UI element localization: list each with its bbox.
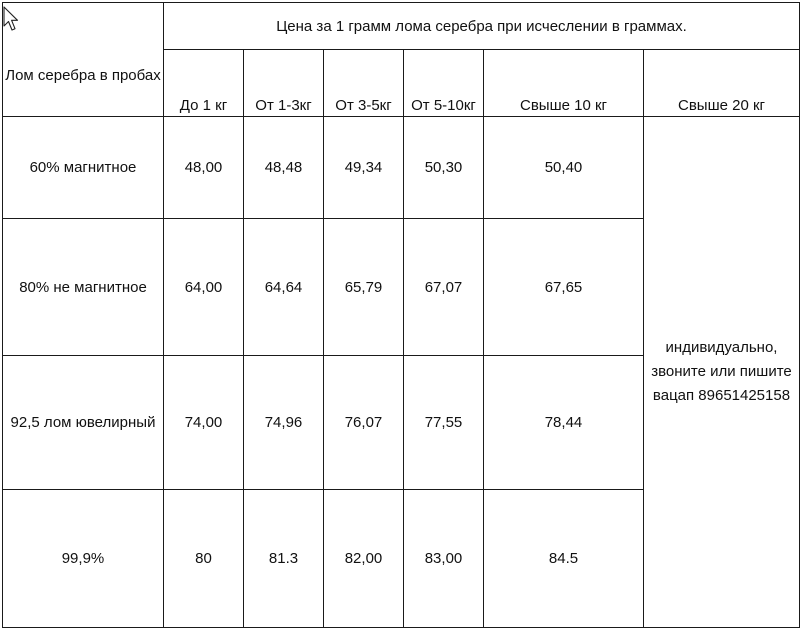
corner-header: Лом серебра в пробах — [3, 3, 164, 117]
price-cell: 64,00 — [164, 219, 244, 356]
price-cell: 50,40 — [484, 117, 644, 219]
row-label: 92,5 лом ювелирный — [3, 356, 164, 490]
price-cell: 48,48 — [244, 117, 324, 219]
column-header: До 1 кг — [164, 50, 244, 117]
price-cell: 83,00 — [404, 490, 484, 628]
price-cell: 50,30 — [404, 117, 484, 219]
price-cell: 84.5 — [484, 490, 644, 628]
mouse-pointer-icon — [3, 6, 19, 32]
table-row — [3, 117, 800, 219]
column-header: От 5-10кг — [404, 50, 484, 117]
column-header: Свыше 10 кг — [484, 50, 644, 117]
group-header: Цена за 1 грамм лома серебра при исчеслении в граммах. — [164, 3, 800, 50]
individual-price-note: индивидуально, звоните или пишите вацап 89651425158 — [644, 117, 800, 628]
price-cell: 82,00 — [324, 490, 404, 628]
price-cell: 80 — [164, 490, 244, 628]
price-cell: 78,44 — [484, 356, 644, 490]
row-label: 60% магнитное — [3, 117, 164, 219]
price-cell: 48,00 — [164, 117, 244, 219]
silver-scrap-price-table — [2, 2, 800, 628]
price-cell: 67,65 — [484, 219, 644, 356]
price-cell: 81.3 — [244, 490, 324, 628]
price-cell: 76,07 — [324, 356, 404, 490]
column-header: От 3-5кг — [324, 50, 404, 117]
price-cell: 74,96 — [244, 356, 324, 490]
price-cell: 65,79 — [324, 219, 404, 356]
price-cell: 49,34 — [324, 117, 404, 219]
price-cell: 77,55 — [404, 356, 484, 490]
column-header: Свыше 20 кг — [644, 50, 800, 117]
price-cell: 67,07 — [404, 219, 484, 356]
row-label: 80% не магнитное — [3, 219, 164, 356]
price-cell: 64,64 — [244, 219, 324, 356]
header-row-top — [3, 3, 800, 50]
price-cell: 74,00 — [164, 356, 244, 490]
row-label: 99,9% — [3, 490, 164, 628]
column-header: От 1-3кг — [244, 50, 324, 117]
